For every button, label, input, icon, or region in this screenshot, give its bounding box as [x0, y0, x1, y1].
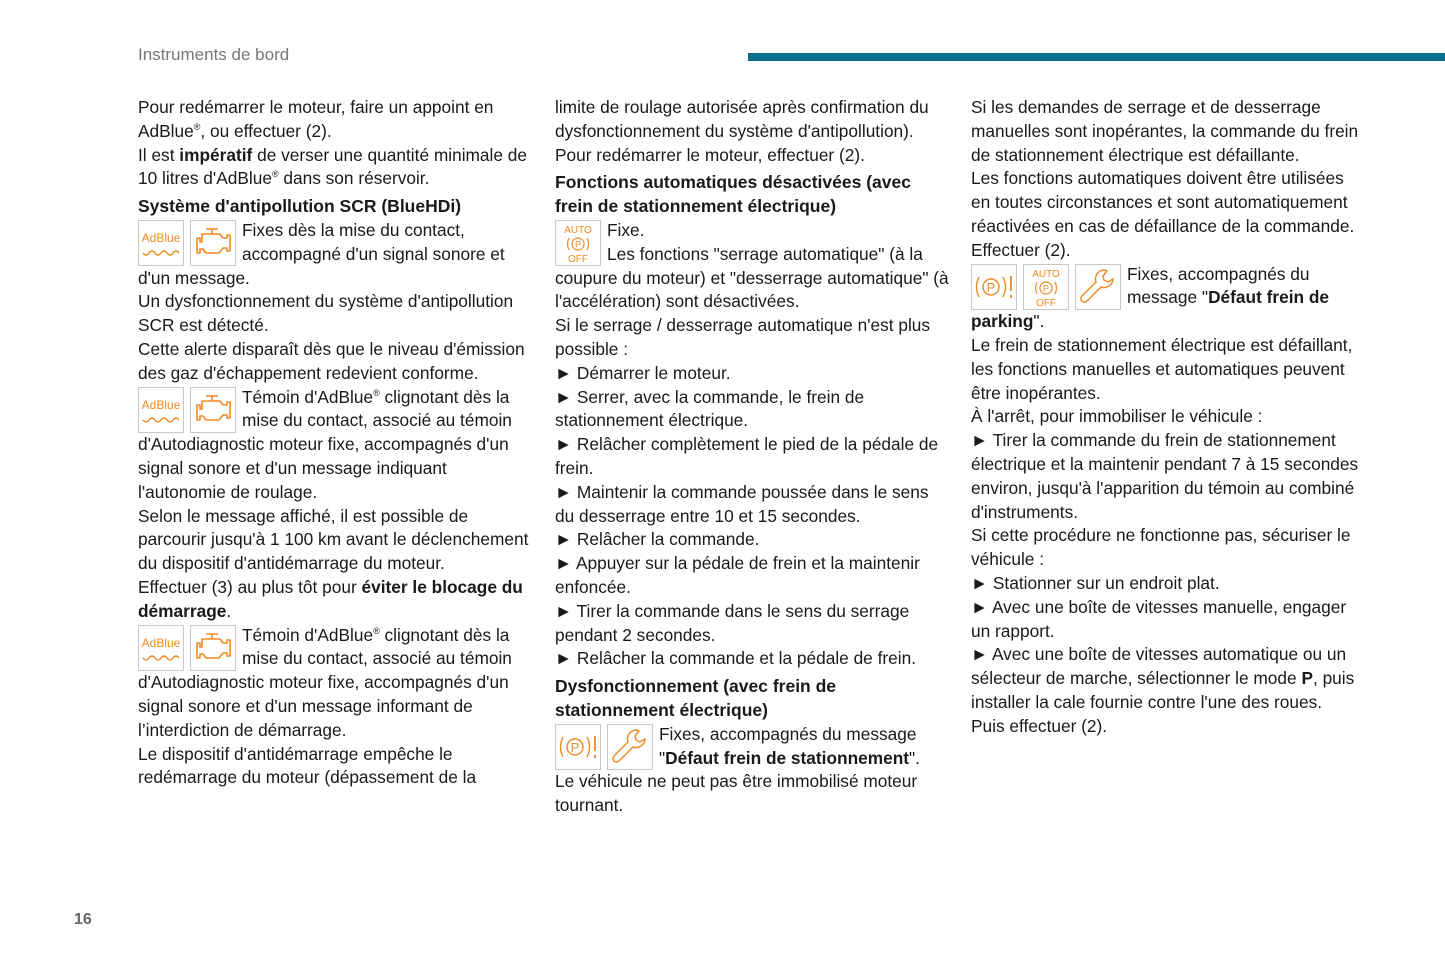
column-1: [138, 96, 533, 790]
bold-text: Défaut frein de parking: [971, 287, 1330, 332]
svg-text:OFF: OFF: [1036, 297, 1056, 309]
paragraph: [971, 334, 1366, 405]
text: ► Relâcher la commande et la pédale de frein.: [555, 648, 917, 669]
auto-off-icon: [1023, 264, 1069, 310]
text: Selon le message affiché, il est possible de parcourir jusqu'à 1 100 km avant le déclenchement du dispositif d'antidémarrage du moteur.: [138, 505, 529, 574]
text: ► Démarrer le moteur.: [555, 362, 731, 383]
text: ".: [909, 747, 920, 768]
text: de verser une quantité minimale de 10 litres d'AdBlue: [138, 144, 528, 189]
text: Témoin d'AdBlue: [242, 624, 374, 645]
text: ► Tirer la commande du frein de stationnement électrique et la maintenir pendant 7 à 15 secondes environ, jusqu'à l'apparition du témoin au combiné d'instruments.: [971, 430, 1359, 522]
bullet-item: [555, 386, 950, 434]
warning-lamps: [138, 387, 236, 433]
text: Cette alerte disparaît dès que le niveau d'émission des gaz d'échappement redevient conforme.: [138, 338, 525, 383]
paragraph: [138, 576, 533, 624]
column-2: [555, 96, 950, 818]
paragraph: [138, 505, 533, 576]
paragraph: [555, 96, 950, 144]
text: À l'arrêt, pour immobiliser le véhicule :: [971, 406, 1263, 427]
registered-mark: ®: [193, 122, 201, 133]
section-heading: Fonctions automatiques désactivées (avec frein de stationnement électrique): [555, 172, 911, 217]
adblue-icon: [138, 625, 184, 671]
section-title: Instruments de bord: [138, 45, 290, 64]
text: limite de roulage autorisée après confirmation du dysfonctionnement du système d'antipollution).: [555, 97, 929, 141]
text: ► Relâcher la commande.: [555, 529, 760, 550]
text: Le dispositif d'antidémarrage empêche le redémarrage du moteur (dépassement de la: [138, 743, 477, 788]
svg-text:AdBlue: AdBlue: [141, 635, 181, 650]
text: ► Tirer la commande dans le sens du serrage pendant 2 secondes.: [555, 600, 910, 645]
svg-text:AUTO: AUTO: [1032, 268, 1060, 280]
bullet-item: [971, 572, 1366, 596]
text: Si le serrage / desserrage automatique n'est plus possible :: [555, 315, 931, 359]
warning-lamp-block: [971, 263, 1366, 334]
svg-text:AUTO: AUTO: [564, 224, 592, 236]
text: Un dysfonctionnement du système d'antipollution SCR est détecté.: [138, 291, 514, 336]
bullet-item: [971, 429, 1366, 524]
text: ► Appuyer sur la pédale de frein et la maintenir enfoncée.: [555, 553, 920, 597]
text: Effectuer (3) au plus tôt pour: [138, 576, 362, 597]
text: ► Stationner sur un endroit plat.: [971, 572, 1220, 593]
wrench-icon: [607, 724, 653, 770]
paragraph: [138, 96, 533, 144]
text: ".: [1033, 311, 1045, 332]
paragraph: [555, 219, 950, 243]
svg-text:P: P: [1042, 283, 1050, 294]
text: , puis installer la cale fournie contre l'une des roues.: [971, 668, 1355, 712]
paragraph: [138, 338, 533, 386]
text: Les fonctions automatiques doivent être utilisées en toutes circonstances et sont automatiquement réactivées en cas de défaillance de la commande.: [971, 168, 1355, 236]
paragraph: [138, 144, 533, 192]
warning-lamps: [138, 625, 236, 671]
warning-lamps: [555, 220, 601, 266]
text: Si les demandes de serrage et de desserrage manuelles sont inopérantes, la commande du frein de stationnement électrique est défaillante.: [971, 97, 1359, 165]
page-number: 16: [74, 911, 92, 928]
section-accent-bar: [748, 53, 1445, 61]
bullet-item: [555, 528, 950, 552]
paragraph: [971, 96, 1366, 167]
warning-lamp-block: [138, 219, 533, 290]
bullet-item: [555, 362, 950, 386]
text: Fixes, accompagnés du message ": [1127, 263, 1310, 308]
text: clignotant dès la mise du contact, associé au témoin d'Autodiagnostic moteur fixe, accompagnés d'un signal sonore et d'un message informant de l’interdiction de démarrage.: [138, 624, 512, 740]
paragraph: [971, 167, 1366, 238]
paragraph: [555, 770, 950, 818]
text: Fixes, accompagnés du message ": [659, 723, 917, 768]
warning-lamp-block: [555, 723, 950, 771]
bullet-item: [555, 647, 950, 671]
text: .: [226, 600, 232, 621]
warning-lamps: [555, 724, 653, 770]
wrench-icon: [1075, 264, 1121, 310]
adblue-icon: [138, 220, 184, 266]
engine-icon: [190, 625, 236, 671]
paragraph: [138, 743, 533, 791]
text: , ou effectuer (2).: [200, 120, 332, 141]
text: Si cette procédure ne fonctionne pas, sécuriser le véhicule :: [971, 525, 1351, 570]
text: Fixe.: [607, 219, 645, 240]
text: ► Maintenir la commande poussée dans le sens du desserrage entre 10 et 15 secondes.: [555, 481, 929, 526]
bold-text: Défaut frein de stationnement: [665, 747, 910, 768]
engine-icon: [190, 387, 236, 433]
svg-text:OFF: OFF: [568, 253, 588, 265]
bullet-item: [971, 596, 1366, 644]
paragraph: [971, 524, 1366, 572]
warning-lamp-block: [138, 624, 533, 743]
section-heading: Système d'antipollution SCR (BlueHDi): [138, 196, 462, 217]
bold-text: éviter le blocage du démarrage: [138, 576, 523, 621]
bullet-item: [555, 433, 950, 481]
paragraph: [555, 243, 950, 314]
bullet-item: [555, 481, 950, 529]
text: Le frein de stationnement électrique est défaillant, les fonctions manuelles et automatiques peuvent être inopérantes.: [971, 334, 1353, 403]
section-heading: Dysfonctionnement (avec frein de stationnement électrique): [555, 676, 837, 720]
text: clignotant dès la mise du contact, associé au témoin d'Autodiagnostic moteur fixe, accompagnés d'un signal sonore et d'un message indiquant l'autonomie de roulage.: [138, 386, 512, 502]
paragraph: [555, 144, 950, 168]
text: ► Avec une boîte de vitesses manuelle, engager un rapport.: [971, 596, 1347, 641]
warning-lamp-block: [555, 219, 950, 314]
warning-lamp-block: [138, 386, 533, 505]
text: Il est: [138, 144, 180, 165]
paragraph: [138, 290, 533, 338]
bold-text: impératif: [179, 144, 253, 165]
registered-mark: ®: [373, 625, 380, 636]
park-warning-icon: [971, 264, 1017, 310]
paragraph: [971, 239, 1366, 263]
paragraph: [555, 314, 950, 362]
text: Puis effectuer (2).: [971, 715, 1108, 736]
engine-icon: [190, 220, 236, 266]
registered-mark: ®: [271, 169, 279, 180]
text: Effectuer (2).: [971, 239, 1071, 260]
text: ► Avec une boîte de vitesses automatique ou un sélecteur de marche, sélectionner le mode: [971, 644, 1347, 689]
bullet-item: [555, 552, 950, 600]
warning-lamps: [971, 264, 1121, 310]
auto-off-icon: [555, 220, 601, 266]
svg-text:AdBlue: AdBlue: [141, 230, 181, 245]
bullet-item: [555, 600, 950, 648]
adblue-icon: [138, 387, 184, 433]
text: dans son réservoir.: [278, 168, 430, 189]
park-warning-icon: [555, 724, 601, 770]
warning-lamps: [138, 220, 236, 266]
column-3: [971, 96, 1366, 739]
text: Pour redémarrer le moteur, faire un appoint en AdBlue: [138, 97, 494, 141]
text: ► Relâcher complètement le pied de la pédale de frein.: [555, 434, 939, 478]
paragraph: [971, 405, 1366, 429]
text: ► Serrer, avec la commande, le frein de stationnement électrique.: [555, 386, 865, 431]
text: Témoin d'AdBlue: [242, 386, 374, 407]
svg-text:P: P: [986, 279, 996, 295]
paragraph: [971, 715, 1366, 739]
registered-mark: ®: [373, 387, 380, 398]
text: Les fonctions "serrage automatique" (à la coupure du moteur) et "desserrage automatique" (à l'accélération) sont désactivées.: [555, 243, 949, 312]
bold-text: P: [1301, 668, 1313, 689]
text: Le véhicule ne peut pas être immobilisé moteur tournant.: [555, 771, 918, 816]
svg-text:P: P: [570, 739, 580, 755]
bullet-item: [971, 643, 1366, 714]
text: Fixes dès la mise du contact, accompagné d'un signal sonore et d'un message.: [138, 219, 505, 288]
text: Pour redémarrer le moteur, effectuer (2).: [555, 144, 865, 165]
svg-text:AdBlue: AdBlue: [141, 397, 181, 412]
svg-text:P: P: [574, 239, 582, 250]
